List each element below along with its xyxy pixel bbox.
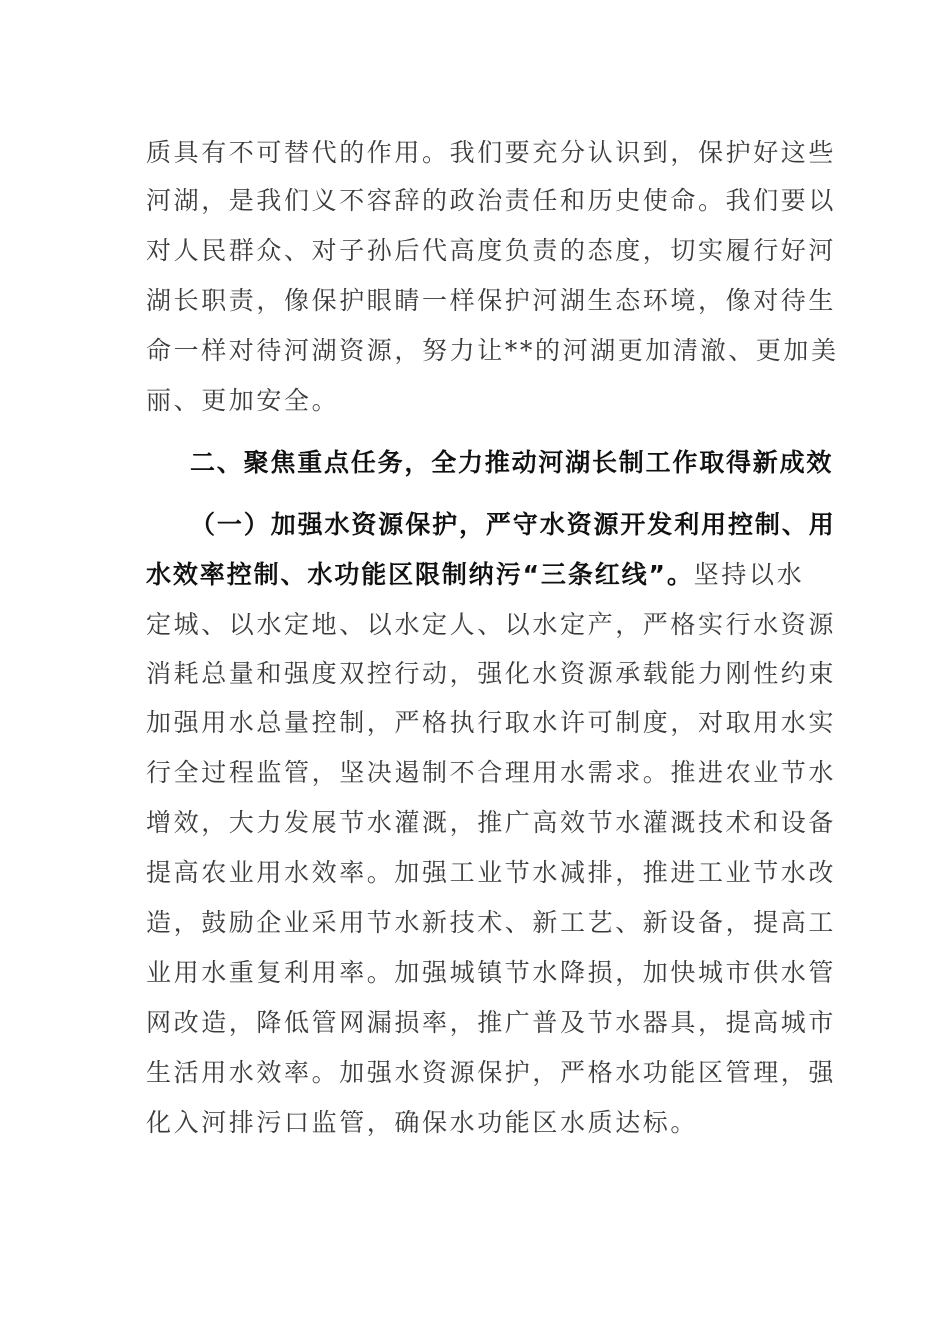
body-line: 加强用水总量控制，严格执行取水许可制度，对取用水实	[146, 708, 837, 737]
subsection-title-line-2	[146, 560, 804, 590]
paragraph-line: 质具有不可替代的作用。我们要充分认识到，保护好这些	[146, 138, 837, 167]
body-line: 增效，大力发展节水灌溉，推广高效节水灌溉技术和设备	[146, 808, 837, 837]
body-line: 造，鼓励企业采用节水新技术、新工艺、新设备，提高工	[146, 908, 837, 937]
body-line: 生活用水效率。加强水资源保护，严格水功能区管理，强	[146, 1058, 837, 1087]
body-line: 行全过程监管，坚决遏制不合理用水需求。推进农业节水	[146, 758, 837, 787]
section-heading: 二、聚焦重点任务，全力推动河湖长制工作取得新成效	[190, 448, 834, 477]
subsection-title-bold: 水效率控制、水功能区限制纳污“三条红线”。	[146, 560, 694, 589]
body-line: 业用水重复利用率。加强城镇节水降损，加快城市供水管	[146, 958, 837, 987]
body-line: 化入河排污口监管，确保水功能区水质达标。	[146, 1108, 699, 1137]
paragraph-line: 湖长职责，像保护眼睛一样保护河湖生态环境，像对待生	[146, 286, 837, 315]
paragraph-line: 命一样对待河湖资源，努力让**的河湖更加清澈、更加美	[146, 336, 839, 365]
body-text-start: 坚持以水	[693, 560, 805, 589]
body-line: 定城、以水定地、以水定人、以水定产，严格实行水资源	[146, 610, 837, 639]
paragraph-line: 丽、更加安全。	[146, 386, 340, 415]
subsection-title: （一）加强水资源保护，严守水资源开发利用控制、用	[190, 510, 836, 539]
body-line: 提高农业用水效率。加强工业节水减排，推进工业节水改	[146, 858, 837, 887]
body-line: 消耗总量和强度双控行动，强化水资源承载能力刚性约束	[146, 659, 837, 688]
paragraph-line: 河湖，是我们义不容辞的政治责任和历史使命。我们要以	[146, 186, 837, 215]
paragraph-line: 对人民群众、对子孙后代高度负责的态度，切实履行好河	[146, 236, 837, 265]
body-line: 网改造，降低管网漏损率，推广普及节水器具，提高城市	[146, 1008, 837, 1037]
